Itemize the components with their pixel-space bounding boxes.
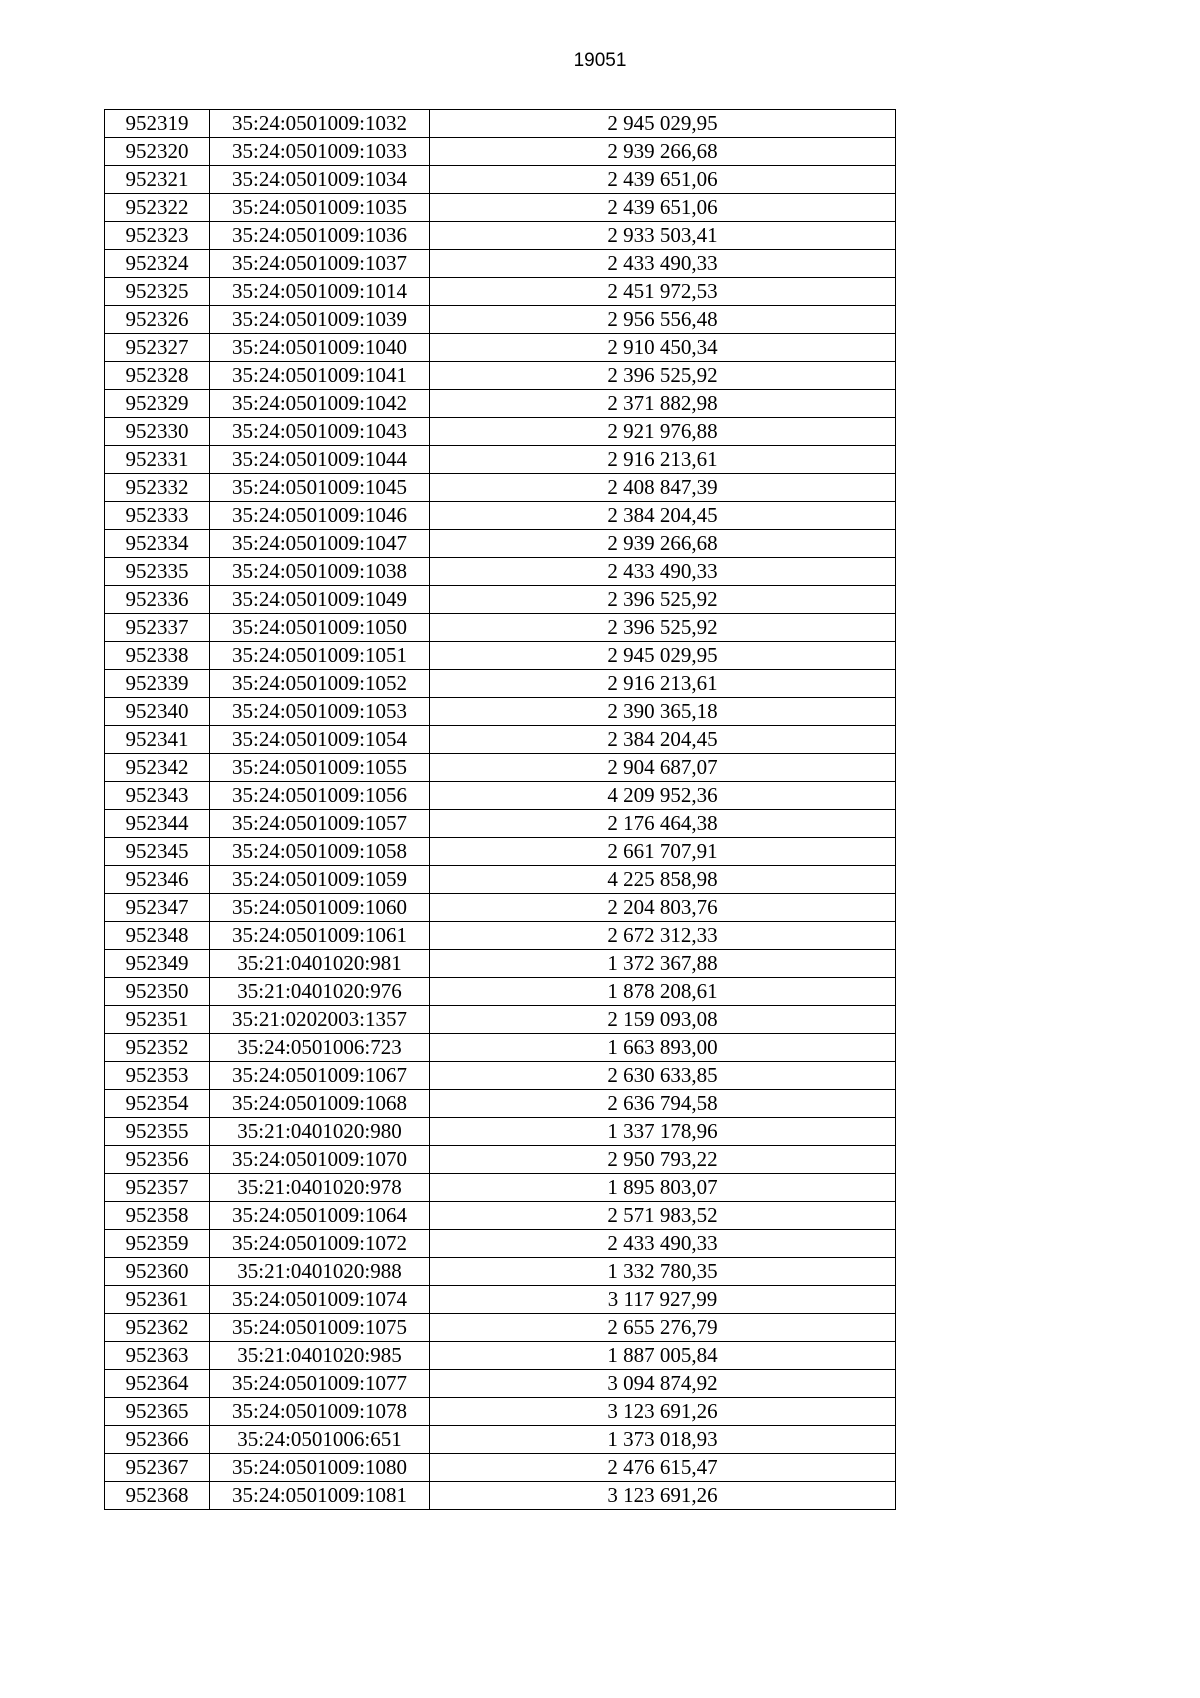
cadastral-number-cell: 35:24:0501009:1052 (210, 670, 430, 698)
cadastral-number-cell: 35:24:0501009:1041 (210, 362, 430, 390)
cadastral-value-cell: 2 661 707,91 (430, 838, 896, 866)
cadastral-number-cell: 35:24:0501009:1035 (210, 194, 430, 222)
table-row (105, 306, 896, 334)
table-row (105, 390, 896, 418)
cadastral-value-cell: 2 571 983,52 (430, 1202, 896, 1230)
cadastral-number-cell: 35:21:0401020:981 (210, 950, 430, 978)
row-number-cell: 952330 (105, 418, 210, 446)
cadastral-number-cell: 35:24:0501009:1080 (210, 1454, 430, 1482)
table-row (105, 418, 896, 446)
cadastral-number-cell: 35:24:0501009:1039 (210, 306, 430, 334)
cadastral-value-cell: 2 945 029,95 (430, 110, 896, 138)
table-row (105, 726, 896, 754)
row-number-cell: 952344 (105, 810, 210, 838)
row-number-cell: 952364 (105, 1370, 210, 1398)
cadastral-number-cell: 35:24:0501009:1047 (210, 530, 430, 558)
table-row (105, 194, 896, 222)
cadastral-value-cell: 1 663 893,00 (430, 1034, 896, 1062)
cadastral-value-cell: 2 176 464,38 (430, 810, 896, 838)
table-row (105, 1062, 896, 1090)
row-number-cell: 952340 (105, 698, 210, 726)
row-number-cell: 952323 (105, 222, 210, 250)
table-row (105, 950, 896, 978)
cadastral-number-cell: 35:24:0501009:1077 (210, 1370, 430, 1398)
cadastral-value-cell: 2 630 633,85 (430, 1062, 896, 1090)
cadastral-value-cell: 2 939 266,68 (430, 530, 896, 558)
cadastral-value-cell: 3 094 874,92 (430, 1370, 896, 1398)
row-number-cell: 952334 (105, 530, 210, 558)
row-number-cell: 952343 (105, 782, 210, 810)
row-number-cell: 952351 (105, 1006, 210, 1034)
table-row (105, 978, 896, 1006)
table-row (105, 222, 896, 250)
cadastral-number-cell: 35:21:0401020:980 (210, 1118, 430, 1146)
table-row (105, 922, 896, 950)
table-body (105, 110, 896, 1510)
cadastral-number-cell: 35:24:0501009:1034 (210, 166, 430, 194)
cadastral-number-cell: 35:24:0501009:1064 (210, 1202, 430, 1230)
table-row (105, 1006, 896, 1034)
table-row (105, 782, 896, 810)
table-row (105, 1342, 896, 1370)
cadastral-number-cell: 35:24:0501009:1072 (210, 1230, 430, 1258)
row-number-cell: 952342 (105, 754, 210, 782)
row-number-cell: 952353 (105, 1062, 210, 1090)
row-number-cell: 952349 (105, 950, 210, 978)
row-number-cell: 952356 (105, 1146, 210, 1174)
page-number: 19051 (573, 50, 627, 71)
cadastral-value-cell: 3 123 691,26 (430, 1482, 896, 1510)
row-number-cell: 952325 (105, 278, 210, 306)
cadastral-value-cell: 2 159 093,08 (430, 1006, 896, 1034)
cadastral-value-cell: 2 396 525,92 (430, 614, 896, 642)
cadastral-value-cell: 2 433 490,33 (430, 558, 896, 586)
cadastral-number-cell: 35:24:0501009:1059 (210, 866, 430, 894)
cadastral-value-cell: 1 337 178,96 (430, 1118, 896, 1146)
table-row (105, 1286, 896, 1314)
cadastral-number-cell: 35:24:0501009:1040 (210, 334, 430, 362)
cadastral-number-cell: 35:24:0501009:1056 (210, 782, 430, 810)
cadastral-value-cell: 2 439 651,06 (430, 166, 896, 194)
cadastral-number-cell: 35:24:0501009:1036 (210, 222, 430, 250)
cadastral-value-cell: 2 904 687,07 (430, 754, 896, 782)
cadastral-value-cell: 2 933 503,41 (430, 222, 896, 250)
table-row (105, 362, 896, 390)
table-row (105, 642, 896, 670)
table-row (105, 502, 896, 530)
row-number-cell: 952367 (105, 1454, 210, 1482)
cadastral-value-cell: 2 433 490,33 (430, 1230, 896, 1258)
cadastral-number-cell: 35:24:0501009:1061 (210, 922, 430, 950)
cadastral-value-cell: 2 371 882,98 (430, 390, 896, 418)
row-number-cell: 952322 (105, 194, 210, 222)
cadastral-value-cell: 2 939 266,68 (430, 138, 896, 166)
table-row (105, 446, 896, 474)
table-row (105, 1454, 896, 1482)
row-number-cell: 952368 (105, 1482, 210, 1510)
row-number-cell: 952350 (105, 978, 210, 1006)
cadastral-number-cell: 35:24:0501009:1014 (210, 278, 430, 306)
row-number-cell: 952345 (105, 838, 210, 866)
cadastral-value-cell: 2 408 847,39 (430, 474, 896, 502)
cadastral-value-cell: 2 950 793,22 (430, 1146, 896, 1174)
table-row (105, 558, 896, 586)
cadastral-number-cell: 35:24:0501009:1032 (210, 110, 430, 138)
table-row (105, 110, 896, 138)
row-number-cell: 952336 (105, 586, 210, 614)
cadastral-value-cell: 2 384 204,45 (430, 502, 896, 530)
cadastral-number-cell: 35:24:0501006:723 (210, 1034, 430, 1062)
cadastral-value-cell: 2 921 976,88 (430, 418, 896, 446)
cadastral-value-cell: 2 390 365,18 (430, 698, 896, 726)
cadastral-value-cell: 2 945 029,95 (430, 642, 896, 670)
cadastral-number-cell: 35:24:0501009:1049 (210, 586, 430, 614)
table-row (105, 1426, 896, 1454)
cadastral-number-cell: 35:24:0501009:1050 (210, 614, 430, 642)
cadastral-value-cell: 4 225 858,98 (430, 866, 896, 894)
row-number-cell: 952359 (105, 1230, 210, 1258)
table-row (105, 1146, 896, 1174)
table-row (105, 810, 896, 838)
cadastral-number-cell: 35:21:0401020:988 (210, 1258, 430, 1286)
row-number-cell: 952332 (105, 474, 210, 502)
cadastral-value-cell: 2 433 490,33 (430, 250, 896, 278)
cadastral-number-cell: 35:21:0202003:1357 (210, 1006, 430, 1034)
cadastral-value-cell: 4 209 952,36 (430, 782, 896, 810)
cadastral-number-cell: 35:24:0501009:1075 (210, 1314, 430, 1342)
cadastral-number-cell: 35:24:0501009:1070 (210, 1146, 430, 1174)
table-row (105, 250, 896, 278)
cadastral-number-cell: 35:24:0501009:1038 (210, 558, 430, 586)
row-number-cell: 952324 (105, 250, 210, 278)
row-number-cell: 952366 (105, 1426, 210, 1454)
cadastral-value-cell: 1 373 018,93 (430, 1426, 896, 1454)
table-row (105, 1090, 896, 1118)
cadastral-number-cell: 35:24:0501009:1044 (210, 446, 430, 474)
cadastral-number-cell: 35:24:0501009:1037 (210, 250, 430, 278)
table-row (105, 1174, 896, 1202)
cadastral-value-cell: 2 672 312,33 (430, 922, 896, 950)
table-row (105, 754, 896, 782)
table-row (105, 1034, 896, 1062)
row-number-cell: 952341 (105, 726, 210, 754)
cadastral-number-cell: 35:24:0501009:1055 (210, 754, 430, 782)
table-row (105, 530, 896, 558)
row-number-cell: 952326 (105, 306, 210, 334)
row-number-cell: 952361 (105, 1286, 210, 1314)
row-number-cell: 952327 (105, 334, 210, 362)
cadastral-value-cell: 2 384 204,45 (430, 726, 896, 754)
cadastral-number-cell: 35:24:0501009:1078 (210, 1398, 430, 1426)
cadastral-value-cell: 2 396 525,92 (430, 586, 896, 614)
row-number-cell: 952321 (105, 166, 210, 194)
cadastral-number-cell: 35:24:0501009:1054 (210, 726, 430, 754)
row-number-cell: 952329 (105, 390, 210, 418)
table-row (105, 1202, 896, 1230)
cadastral-number-cell: 35:24:0501009:1057 (210, 810, 430, 838)
cadastral-value-cell: 2 636 794,58 (430, 1090, 896, 1118)
row-number-cell: 952320 (105, 138, 210, 166)
cadastral-value-cell: 2 476 615,47 (430, 1454, 896, 1482)
row-number-cell: 952355 (105, 1118, 210, 1146)
cadastral-number-cell: 35:24:0501006:651 (210, 1426, 430, 1454)
cadastral-number-cell: 35:24:0501009:1081 (210, 1482, 430, 1510)
cadastral-number-cell: 35:24:0501009:1053 (210, 698, 430, 726)
cadastral-value-cell: 2 439 651,06 (430, 194, 896, 222)
cadastral-number-cell: 35:24:0501009:1045 (210, 474, 430, 502)
cadastral-value-cell: 2 916 213,61 (430, 670, 896, 698)
cadastral-value-cell: 1 332 780,35 (430, 1258, 896, 1286)
cadastral-value-cell: 3 123 691,26 (430, 1398, 896, 1426)
row-number-cell: 952347 (105, 894, 210, 922)
cadastral-number-cell: 35:21:0401020:976 (210, 978, 430, 1006)
table-row (105, 1370, 896, 1398)
row-number-cell: 952333 (105, 502, 210, 530)
row-number-cell: 952348 (105, 922, 210, 950)
table-row (105, 894, 896, 922)
table-row (105, 838, 896, 866)
cadastral-number-cell: 35:24:0501009:1043 (210, 418, 430, 446)
cadastral-value-cell: 1 887 005,84 (430, 1342, 896, 1370)
row-number-cell: 952346 (105, 866, 210, 894)
table-row (105, 1314, 896, 1342)
table-row (105, 586, 896, 614)
cadastral-value-cell: 1 895 803,07 (430, 1174, 896, 1202)
cadastral-value-table (104, 109, 896, 1510)
cadastral-number-cell: 35:21:0401020:978 (210, 1174, 430, 1202)
table-row (105, 166, 896, 194)
table-row (105, 1118, 896, 1146)
table-row (105, 1398, 896, 1426)
row-number-cell: 952338 (105, 642, 210, 670)
cadastral-number-cell: 35:24:0501009:1068 (210, 1090, 430, 1118)
row-number-cell: 952337 (105, 614, 210, 642)
cadastral-number-cell: 35:24:0501009:1060 (210, 894, 430, 922)
table-row (105, 614, 896, 642)
cadastral-value-cell: 1 878 208,61 (430, 978, 896, 1006)
cadastral-number-cell: 35:24:0501009:1046 (210, 502, 430, 530)
table-row (105, 1258, 896, 1286)
cadastral-value-cell: 1 372 367,88 (430, 950, 896, 978)
cadastral-number-cell: 35:24:0501009:1042 (210, 390, 430, 418)
cadastral-value-cell: 2 916 213,61 (430, 446, 896, 474)
table-row (105, 670, 896, 698)
cadastral-number-cell: 35:24:0501009:1033 (210, 138, 430, 166)
row-number-cell: 952360 (105, 1258, 210, 1286)
cadastral-number-cell: 35:24:0501009:1051 (210, 642, 430, 670)
row-number-cell: 952357 (105, 1174, 210, 1202)
row-number-cell: 952365 (105, 1398, 210, 1426)
table-row (105, 698, 896, 726)
cadastral-value-cell: 2 910 450,34 (430, 334, 896, 362)
cadastral-number-cell: 35:24:0501009:1067 (210, 1062, 430, 1090)
table-row (105, 1482, 896, 1510)
cadastral-number-cell: 35:21:0401020:985 (210, 1342, 430, 1370)
row-number-cell: 952335 (105, 558, 210, 586)
cadastral-value-cell: 3 117 927,99 (430, 1286, 896, 1314)
cadastral-number-cell: 35:24:0501009:1074 (210, 1286, 430, 1314)
row-number-cell: 952331 (105, 446, 210, 474)
table-row (105, 138, 896, 166)
cadastral-value-cell: 2 956 556,48 (430, 306, 896, 334)
table-row (105, 866, 896, 894)
row-number-cell: 952363 (105, 1342, 210, 1370)
cadastral-value-cell: 2 204 803,76 (430, 894, 896, 922)
table-row (105, 474, 896, 502)
row-number-cell: 952328 (105, 362, 210, 390)
cadastral-value-cell: 2 655 276,79 (430, 1314, 896, 1342)
row-number-cell: 952319 (105, 110, 210, 138)
table-row (105, 1230, 896, 1258)
row-number-cell: 952362 (105, 1314, 210, 1342)
table-row (105, 278, 896, 306)
cadastral-number-cell: 35:24:0501009:1058 (210, 838, 430, 866)
table-row (105, 334, 896, 362)
row-number-cell: 952358 (105, 1202, 210, 1230)
cadastral-value-cell: 2 396 525,92 (430, 362, 896, 390)
row-number-cell: 952352 (105, 1034, 210, 1062)
cadastral-value-cell: 2 451 972,53 (430, 278, 896, 306)
row-number-cell: 952339 (105, 670, 210, 698)
row-number-cell: 952354 (105, 1090, 210, 1118)
